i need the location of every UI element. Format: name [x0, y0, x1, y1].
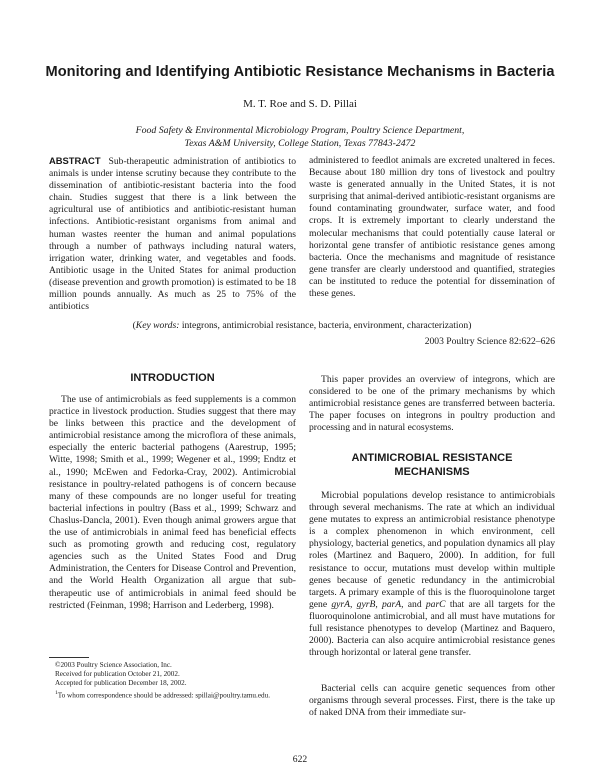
correspondence-text: To whom correspondence should be addressed: spillai@poultry.tamu.edu.	[57, 691, 270, 699]
article-title: Monitoring and Identifying Antibiotic Resistance Mechanisms in Bacteria	[45, 64, 555, 80]
amr-section-heading	[309, 452, 555, 479]
amr-p1-before: Microbial populations develop resistance to antimicrobials through several mechanisms. The rate at which an individual gene mutates to express an antimicrobial resistance phenotype is a complex phenomenon in which environment, cell physiology, bacterial genetics, and population dynamics all play roles (Martinez and Baquero, 2000). In addition, for full resistance to occur, mutations must develop within multiple genes because of genetic redundancy in the antimicrobial targets. A primary example of this is the fluoroquinolone target gene	[309, 490, 555, 610]
page-number: 622	[292, 754, 308, 765]
gene-gyra: gyrA	[331, 598, 351, 610]
footnotes	[49, 661, 296, 700]
amr-paragraph-2: Bacterial cells can acquire genetic sequences from other organisms through several processes. First, there is the take up of naked DNA from their immediate sur-	[309, 683, 555, 719]
keywords-label: Key words:	[135, 320, 180, 331]
amr-paragraph-1: Microbial populations develop resistance to antimicrobials through several mechanisms. The rate at which an individual gene mutates to express an antimicrobial resistance phenotype is a complex phenomenon in which environment, cell physiology, bacterial genetics, and population dynamics all play roles (Martinez and Baquero, 2000). In addition, for full resistance to occur, mutations must develop within multiple genes because of genetic redundancy in the antimicrobial targets. A primary example of this is the fluoroquinolone target gene gyrA, gyrB, parA, and parC that are all targets for the fluoroquinolone antimicrobial, and all must have mutations for full resistance phenotypes to develop (Martinez and Baquero, 2000). Bacteria can also acquire antimicrobial resistance genes through horizontal or lateral gene transfer.	[309, 490, 555, 659]
gene-para: parA	[381, 598, 402, 610]
footnote-divider	[49, 657, 89, 658]
footnote-received: Received for publication October 21, 2002.	[55, 670, 180, 679]
affiliation-line-2: Texas A&M University, College Station, Texas 77843-2472	[184, 138, 416, 149]
gene-gyrb: gyrB	[356, 598, 376, 610]
footnote-copyright: ©2003 Poultry Science Association, Inc.	[55, 661, 172, 669]
abstract-right-column: administered to feedlot animals are excreted unaltered in feces. Because about 180 million dry tons of livestock and poultry waste is generated annually in the United States, it is not surprising that animal-derived antibiotic-resistant organisms are found contaminating groundwater, surface water, and food crops. It is extremely important to clearly understand the molecular mechanisms that could potentially cause lateral or horizontal gene transfer of antibiotic resistance genes among bacteria. Once the mechanisms and magnitude of resistance gene transfer are clearly understood and quantified, strategies can be instituted to reduce the potential for dissemination of these genes.	[309, 155, 555, 300]
footnote-accepted: Accepted for publication December 18, 2002.	[55, 679, 187, 688]
affiliation-line-1: Food Safety & Environmental Microbiology Program, Poultry Science Department,	[135, 125, 465, 136]
footnote-correspondence	[49, 689, 296, 701]
footnote-marker: 1	[55, 689, 58, 696]
introduction-heading: INTRODUCTION	[130, 372, 215, 384]
article-authors: M. T. Roe and S. D. Pillai	[243, 98, 357, 110]
abstract-label: ABSTRACT	[49, 155, 101, 166]
keywords-text: integrons, antimicrobial resistance, bacteria, environment, characterization	[181, 320, 469, 331]
abstract-left-text: Sub-therapeutic administration of antibiotics to animals is under intense scrutiny because they contribute to the dissemination of antibiotic-resistant bacteria into the food chain. Studies suggest that there is a link between the agricultural use of antibiotics and antibiotic-resistant human infections. Antibiotic-resistant organisms from animal and human wastes reenter the human and animal populations through a number of pathways including natural waters, irrigation water, drinking water, and vegetables and foods. Antibiotic usage in the United States for animal production (disease prevention and growth promotion) is estimated to be 18 million pounds annually. As much as 25 to 75% of the antibiotics	[49, 156, 296, 313]
amr-heading-line-2: MECHANISMS	[394, 465, 470, 478]
author-affiliation	[30, 124, 570, 150]
overview-paragraph: This paper provides an overview of integrons, which are considered to be one of the primary mechanisms by which antimicrobial resistance genes are transferred between bacteria. The paper focuses on integrons in poultry production and processing and in natural ecosystems.	[309, 374, 555, 434]
keywords: (Key words: integrons, antimicrobial resistance, bacteria, environment, characterization)	[132, 320, 472, 331]
amr-p1-after: that are all targets for the fluoroquinolone antimicrobial, and all must have mutations for full resistance phenotypes to develop (Martinez and Baquero, 2000). Bacteria can also acquire antimicrobial resistance genes through horizontal or lateral gene transfer.	[309, 598, 555, 659]
abstract-left-column	[49, 155, 296, 313]
gene-parc: parC	[425, 598, 446, 610]
amr-heading-line-1: ANTIMICROBIAL RESISTANCE	[351, 452, 513, 464]
introduction-paragraph: The use of antimicrobials as feed supplements is a common practice in livestock production. Studies suggest that there may be links between this practice and the development of antimicrobial resistance among the microflora of these animals, especially the enteric bacterial pathogens (Aarestrup, 1995; Witte, 1998; Smith et al., 1999; Wegener et al., 1999; Endtz et al., 1990; McEwen and Fedorka-Cray, 2002). Antimicrobial resistance in poultry-related pathogens is of concern because many of these compounds are no longer useful for treating bacterial infections in poultry (Bass et al., 1999; Schwarz and Chaslus-Dancla, 2001). Even though animal growers argue that the use of antimicrobials in animal feed has beneficial effects such as promoting growth and reducing cost, regulatory agencies such as the United States Food and Drug Administration, the Centers for Disease Control and Prevention, and the World Health Organization all argue that sub-therapeutic use of antimicrobials in animal feed should be restricted (Feinman, 1998; Harrison and Lederberg, 1998).	[49, 394, 296, 611]
journal-citation: 2003 Poultry Science 82:622–626	[424, 336, 555, 347]
